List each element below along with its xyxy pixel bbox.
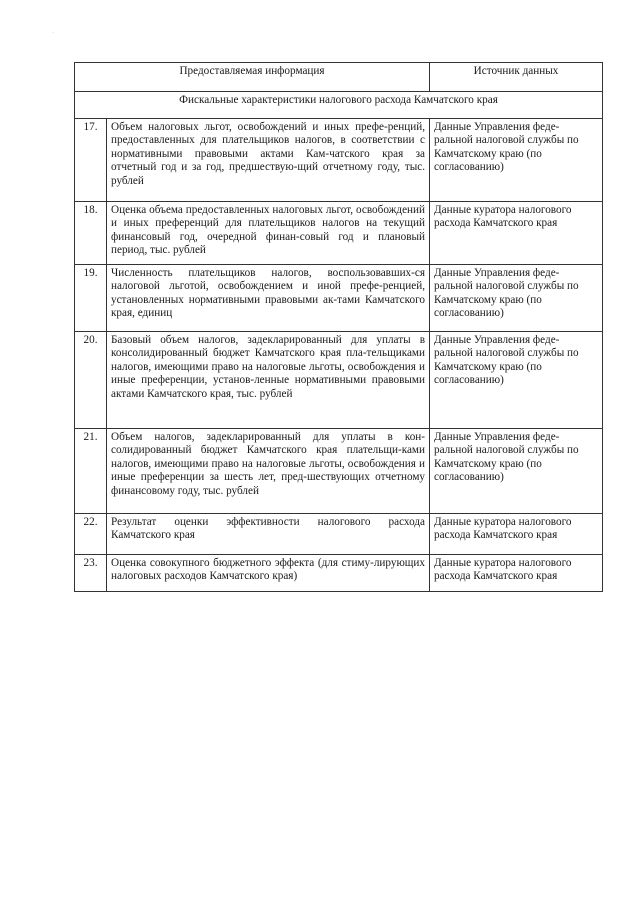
- row-info: Оценка совокупного бюджетного эффекта (для стиму-лирующих налоговых расходов Камчатского края): [107, 555, 430, 592]
- row-info: Базовый объем налогов, задекларированный для уплаты в консолидированный бюджет Камчатского края пла-тельщиками налогов, имеющими право на налоговые льготы, освобождения и иные преференции, установ-ленные нормативными правовыми актами Камчатского края, тыс. рублей: [107, 332, 430, 429]
- row-info: Результат оценки эффективности налогового расхода Камчатского края: [107, 514, 430, 555]
- row-source: Данные куратора налогового расхода Камчатского края: [430, 202, 603, 265]
- row-number: 22.: [75, 514, 107, 555]
- scan-mark: ·: [52, 30, 54, 36]
- row-number: 20.: [75, 332, 107, 429]
- header-info: Предоставляемая информация: [75, 63, 430, 92]
- row-source: Данные Управления феде-ральной налоговой службы по Камчатскому краю (по согласованию): [430, 119, 603, 202]
- information-table: [74, 62, 603, 592]
- table-row: [75, 514, 603, 555]
- table-row: [75, 119, 603, 202]
- row-source: Данные Управления феде-ральной налоговой службы по Камчатскому краю (по согласованию): [430, 265, 603, 332]
- row-source: Данные Управления феде-ральной налоговой службы по Камчатскому краю (по согласованию): [430, 332, 603, 429]
- row-info: Оценка объема предоставленных налоговых льгот, освобождений и иных преференций для плательщиков налогов на текущий финансовый год, очередной финан-совый год и плановый период, тыс. рублей: [107, 202, 430, 265]
- row-number: 23.: [75, 555, 107, 592]
- header-source: Источник данных: [430, 63, 603, 92]
- row-info: Объем налоговых льгот, освобождений и иных префе-ренций, предоставленных для плательщиков налогов, в соответствии с нормативными правовыми актами Кам-чатского края за отчетный год и за год, предшествую-щий отчетному году, тыс. рублей: [107, 119, 430, 202]
- row-number: 17.: [75, 119, 107, 202]
- table-row: [75, 332, 603, 429]
- table-header-row: [75, 63, 603, 92]
- row-info: Объем налогов, задекларированный для уплаты в кон-солидированный бюджет Камчатского края плательщи-ками налогов, имеющими право на налоговые льготы, освобождения и иные преференции за шесть лет, пред-шествующих отчетному финансовому году, тыс. рублей: [107, 429, 430, 514]
- table-row: [75, 265, 603, 332]
- row-number: 19.: [75, 265, 107, 332]
- row-number: 18.: [75, 202, 107, 265]
- row-number: 21.: [75, 429, 107, 514]
- table-row: [75, 429, 603, 514]
- row-info: Численность плательщиков налогов, воспользовавших-ся налоговой льготой, освобождением и иной префе-ренцией, установленных нормативными правовыми ак-тами Камчатского края, единиц: [107, 265, 430, 332]
- section-row: [75, 92, 603, 119]
- table-row: [75, 555, 603, 592]
- row-source: Данные Управления феде-ральной налоговой службы по Камчатскому краю (по согласованию): [430, 429, 603, 514]
- row-source: Данные куратора налогового расхода Камчатского края: [430, 555, 603, 592]
- row-source: Данные куратора налогового расхода Камчатского края: [430, 514, 603, 555]
- section-title: Фискальные характеристики налогового расхода Камчатского края: [75, 92, 603, 119]
- table-row: [75, 202, 603, 265]
